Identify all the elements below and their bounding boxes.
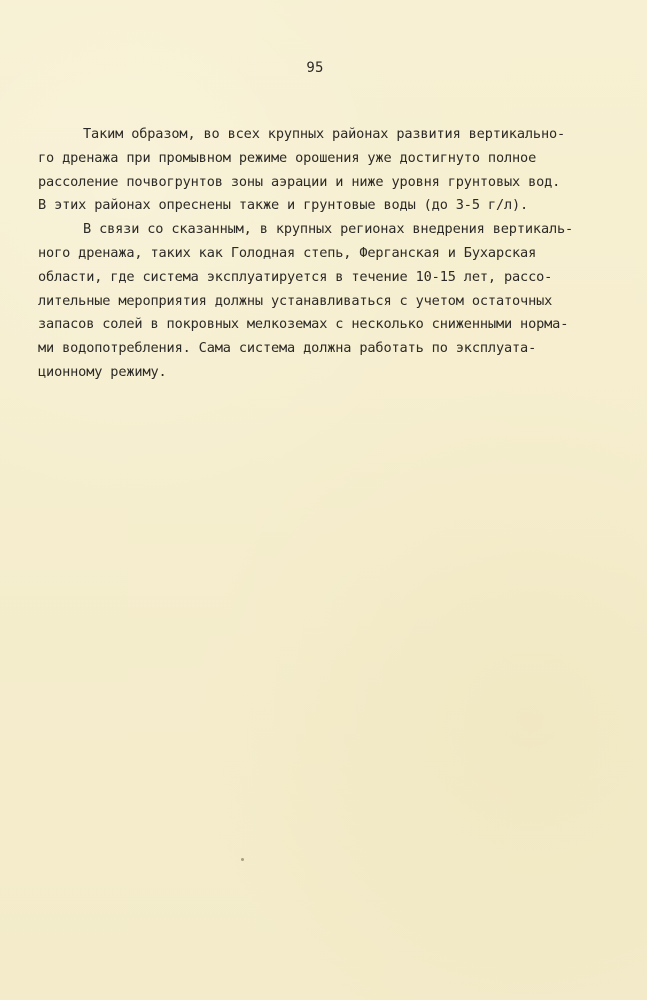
paragraph-2-line-4: лительные мероприятия должны устанавливаться с учетом остаточных	[38, 292, 553, 309]
paragraph-2-line-6: ми водопотребления. Сама система должна работать по эксплуата-	[38, 340, 537, 357]
page-number: 95	[306, 60, 324, 76]
paragraph-1-line-2: го дренажа при промывном режиме орошения уже достигнуто полное	[38, 149, 537, 166]
paragraph-1-line-3: рассоление почвогрунтов зоны аэрации и ниже уровня грунтовых вод.	[38, 173, 561, 190]
paragraph-1-line-1: Таким образом, во всех крупных районах развития вертикально-	[83, 126, 566, 142]
paragraph-1-line-4: В этих районах опреснены также и грунтовые воды (до 3-5 г/л).	[38, 197, 529, 214]
paragraph-2-line-3: области, где система эксплуатируется в течение 10-15 лет, рассо-	[38, 268, 553, 285]
body-text	[38, 123, 596, 385]
paragraph-2-line-1: В связи со сказанным, в крупных регионах внедрения вертикаль-	[83, 221, 574, 238]
paragraph-2-line-7: ционному режиму.	[38, 363, 167, 380]
paragraph-2-line-2: ного дренажа, таких как Голодная степь, Ферганская и Бухарская	[38, 244, 537, 261]
paper-speck	[241, 858, 244, 861]
paragraph-2-line-5: запасов солей в покровных мелкоземах с несколько сниженными норма-	[38, 316, 569, 333]
